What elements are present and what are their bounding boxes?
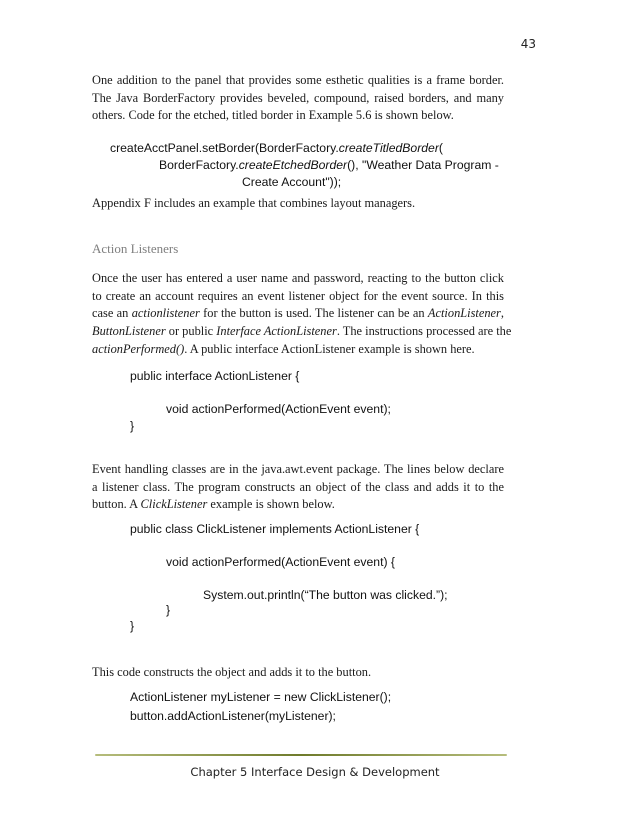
code-line: void actionPerformed(ActionEvent event) { bbox=[166, 555, 395, 569]
text-line: Appendix F includes an example that combines layout managers. bbox=[92, 196, 416, 210]
page-number: 43 bbox=[520, 37, 536, 51]
paragraph-action-listener bbox=[92, 270, 512, 359]
code-line: public interface ActionListener { bbox=[130, 369, 300, 383]
paragraph-appendix bbox=[92, 195, 504, 213]
text-line: This code constructs the object and adds it to the button. bbox=[92, 665, 372, 679]
paragraph-construct bbox=[92, 664, 504, 682]
code-line: createAcctPanel.setBorder(BorderFactory.createTitledBorder( bbox=[110, 141, 443, 155]
code-line: ActionListener myListener = new ClickListener(); bbox=[130, 690, 392, 704]
text-line: Event handling classes are in the java.awt.event package. The lines below declare bbox=[92, 462, 504, 476]
text-line: to create an account requires an event listener object for the event source. In this bbox=[92, 288, 504, 303]
code-line: BorderFactory.createEtchedBorder(), "Weather Data Program - bbox=[159, 158, 499, 172]
paragraph-border-intro bbox=[92, 72, 504, 125]
text-line: The Java BorderFactory provides beveled, compound, raised borders, and many bbox=[92, 90, 504, 105]
text-line: Once the user has entered a user name and password, reacting to the button click bbox=[92, 271, 504, 285]
code-line: } bbox=[130, 619, 135, 633]
code-line: Create Account")); bbox=[242, 175, 342, 189]
text-line: actionPerformed(). A public interface ActionListener example is shown here. bbox=[92, 341, 475, 356]
text-line: a listener class. The program constructs an object of the class and adds it to the bbox=[92, 479, 504, 494]
text-line: others. Code for the etched, titled border in Example 5.6 is shown below. bbox=[92, 108, 454, 123]
code-line: public class ClickListener implements ActionListener { bbox=[130, 522, 420, 536]
code-line: button.addActionListener(myListener); bbox=[130, 709, 336, 723]
footer-chapter-title: Chapter 5 Interface Design & Development bbox=[190, 765, 440, 779]
code-line: System.out.println(“The button was clicked.”); bbox=[203, 588, 448, 602]
footer-divider bbox=[95, 754, 507, 756]
paragraph-event-handling bbox=[92, 461, 504, 514]
text-line: button. A ClickListener example is shown below. bbox=[92, 497, 335, 512]
code-line: void actionPerformed(ActionEvent event); bbox=[166, 402, 391, 416]
code-line: } bbox=[130, 419, 135, 433]
text-line: case an actionlistener for the button is used. The listener can be an ActionListener, bbox=[92, 306, 504, 321]
text-line: One addition to the panel that provides some esthetic qualities is a frame border. bbox=[92, 73, 504, 87]
code-line: } bbox=[166, 603, 171, 617]
text-line: ButtonListener or public Interface ActionListener. The instructions processed are the bbox=[92, 324, 512, 339]
section-heading: Action Listeners bbox=[92, 241, 179, 256]
